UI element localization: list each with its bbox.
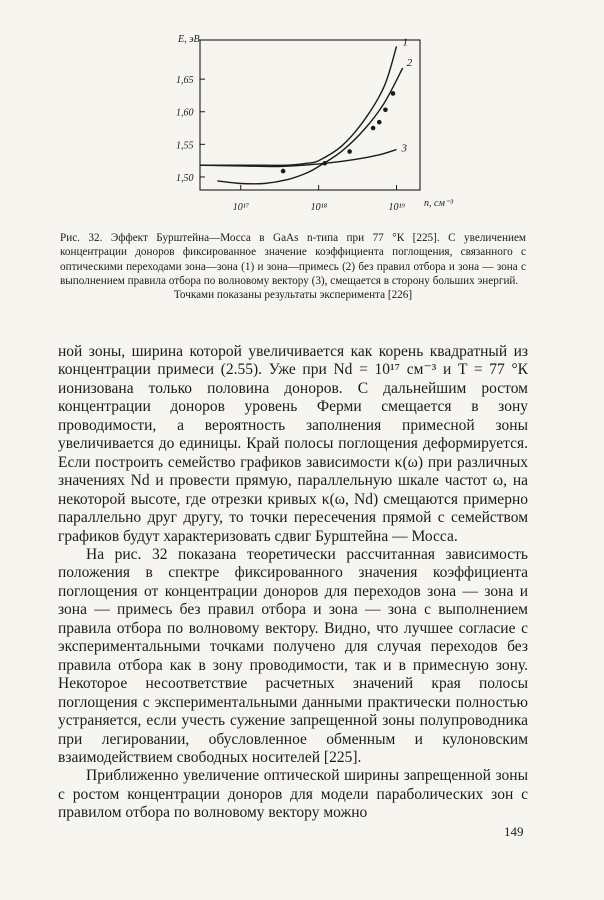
caption-main: Рис. 32. Эффект Бурштейна—Мосса в GaAs n-типа при 77 °К [225]. С увеличением концентрации доноров фиксированное значение коэффициента поглощения, связанного с оптическими переходами зона—зона (1) и зона—примесь (2) без правил отбора и зона — зона с выполнением правила отбора по волновому вектору (3), смещается в сторону больших энергий. (60, 232, 526, 287)
x-axis-label: n, см⁻³ (424, 198, 454, 209)
curve-label-2: 2 (406, 57, 413, 70)
experiment-point (391, 91, 396, 96)
paragraph-2: На рис. 32 показана теоретически рассчитанная зависимость положения в спектре фиксированного значения коэффициента поглощения от концентрации доноров для переходов зона — зона и зона — примесь без правил отбора и зона — зона с выполнением правила отбора по волновому вектору. Видно, что лучшее согласие с экспериментальными точками получено для случая переходов без правила отбора как в зону проводимости, так и в примесную зону. Некоторое несоответствие расчетных значений края полосы поглощения с экспериментальными данными практически полностью устраняется, если учесть сужение запрещенной зоны полупроводника при легировании, обусловленное обменным и кулоновским взаимодействием свободных носителей [225]. (58, 545, 528, 766)
figure-caption (60, 231, 526, 302)
x-tick-label: 10¹⁹ (388, 202, 406, 213)
y-axis-label: E, эВ (178, 34, 200, 45)
y-tick-label: 1,60 (176, 107, 194, 119)
chart (160, 26, 460, 226)
experiment-point (323, 161, 328, 166)
paragraph-3: Приближенно увеличение оптической ширины запрещенной зоны с ростом концентрации доноров для модели параболических зон с правилом отбора по волновому вектору можно (58, 767, 528, 822)
paragraph-1: ной зоны, ширина которой увеличивается как корень квадратный из концентрации примеси (2.55). Уже при Nd = 10¹⁷ см⁻³ и T = 77 °К ионизована только половина доноров. С дальнейшим ростом концентрации доноров уровень Ферми смещается в зону проводимости, а вероятность заполнения примесной зоны увеличивается до единицы. Край полосы поглощения деформируется. Если построить семейство графиков зависимости κ(ω) при различных значениях Nd и провести прямую, параллельную шкале частот ω, на некоторой высоте, где отрезки кривых κ(ω, Nd) смещаются примерно параллельно друг другу, то точки пересечения прямой с семейством графиков будут характеризовать сдвиг Бурштейна — Мосса. (58, 343, 528, 545)
y-tick-label: 1,65 (176, 75, 194, 87)
experiment-point (347, 149, 352, 154)
series-1-line (200, 47, 397, 166)
page-number: 149 (504, 824, 524, 839)
x-tick-label: 10¹⁸ (310, 202, 328, 213)
experiment-point (371, 126, 376, 131)
plot-frame (200, 40, 420, 190)
caption-last-line: Точками показаны результаты эксперимента [226] (173, 289, 413, 302)
figure-32 (160, 26, 460, 226)
y-tick-label: 1,55 (176, 140, 194, 152)
body-text (58, 343, 528, 823)
curve-label-1: 1 (402, 36, 409, 49)
y-tick-label: 1,50 (176, 172, 194, 184)
x-tick-label: 10¹⁷ (232, 202, 250, 213)
curve-label-3: 3 (401, 142, 408, 155)
experiment-point (383, 107, 388, 112)
experiment-point (377, 120, 382, 125)
experiment-point (281, 169, 286, 174)
